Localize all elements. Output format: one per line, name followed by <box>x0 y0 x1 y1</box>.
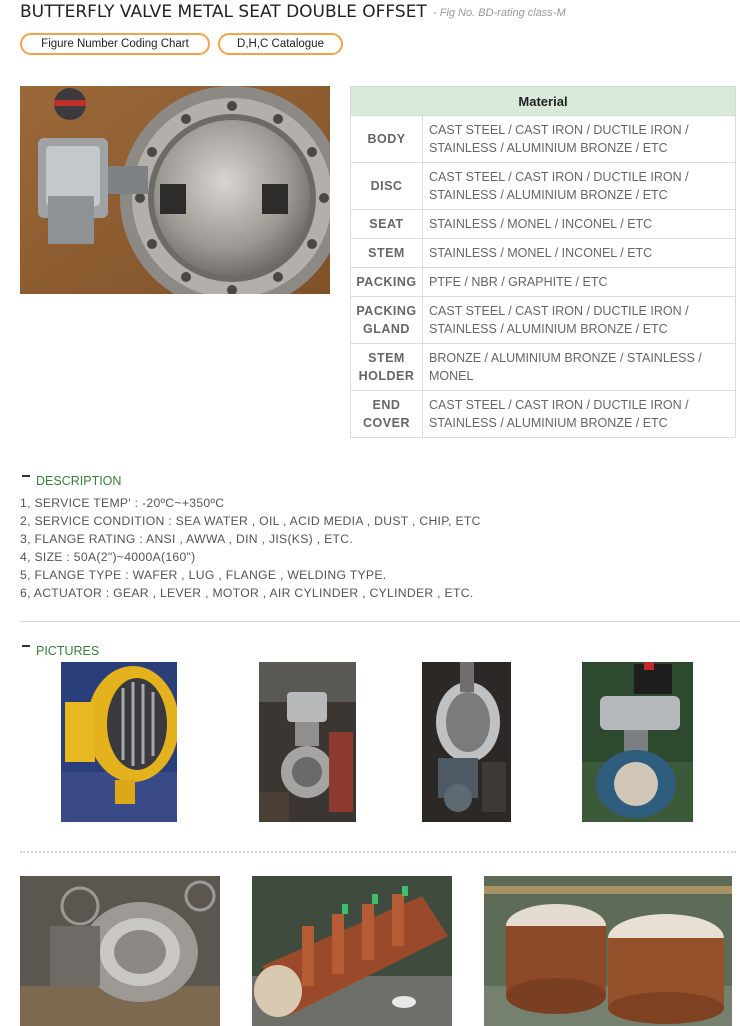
description-heading: DESCRIPTION <box>22 474 121 488</box>
material-key-disc: DISC <box>351 163 423 210</box>
picture-thumbnail-4[interactable] <box>582 662 693 822</box>
picture-thumbnail-3[interactable] <box>422 662 511 822</box>
catalogue-button[interactable]: D,H,C Catalogue <box>218 33 343 55</box>
heading-bullet-icon <box>22 475 30 477</box>
picture-thumbnail-7[interactable] <box>484 876 732 1026</box>
material-key-end-cover: END COVER <box>351 391 423 438</box>
material-key-packing-gland: PACKING GLAND <box>351 297 423 344</box>
material-table <box>350 86 736 438</box>
material-key-body: BODY <box>351 116 423 163</box>
material-value-packing: PTFE / NBR / GRAPHITE / ETC <box>423 268 736 297</box>
page-subtitle: - Fig No. BD-rating class-M <box>433 7 566 19</box>
pictures-divider <box>20 851 736 853</box>
section-divider <box>20 621 740 622</box>
main-product-photo <box>20 86 330 294</box>
material-key-stem: STEM <box>351 239 423 268</box>
material-value-packing-gland: CAST STEEL / CAST IRON / DUCTILE IRON / STAINLESS / ALUMINIUM BRONZE / ETC <box>423 297 736 344</box>
page-title: BUTTERFLY VALVE METAL SEAT DOUBLE OFFSET <box>20 2 427 22</box>
material-value-end-cover: CAST STEEL / CAST IRON / DUCTILE IRON / STAINLESS / ALUMINIUM BRONZE / ETC <box>423 391 736 438</box>
picture-thumbnail-1[interactable] <box>61 662 177 822</box>
description-line: 2, SERVICE CONDITION : SEA WATER , OIL , ACID MEDIA , DUST , CHIP, ETC <box>20 514 481 528</box>
picture-thumbnail-6[interactable] <box>252 876 452 1026</box>
figure-number-coding-chart-button[interactable]: Figure Number Coding Chart <box>20 33 210 55</box>
description-line: 1, SERVICE TEMP' : -20ºC~+350ºC <box>20 496 225 510</box>
description-line: 6, ACTUATOR : GEAR , LEVER , MOTOR , AIR CYLINDER , CYLINDER , ETC. <box>20 586 474 600</box>
description-line: 5, FLANGE TYPE : WAFER , LUG , FLANGE , WELDING TYPE. <box>20 568 387 582</box>
description-list <box>20 494 481 602</box>
material-value-disc: CAST STEEL / CAST IRON / DUCTILE IRON / STAINLESS / ALUMINIUM BRONZE / ETC <box>423 163 736 210</box>
pictures-heading: PICTURES <box>22 644 99 658</box>
material-value-stem-holder: BRONZE / ALUMINIUM BRONZE / STAINLESS / MONEL <box>423 344 736 391</box>
material-value-seat: STAINLESS / MONEL / INCONEL / ETC <box>423 210 736 239</box>
picture-thumbnail-2[interactable] <box>259 662 356 822</box>
description-line: 4, SIZE : 50A(2")~4000A(160") <box>20 550 196 564</box>
material-key-stem-holder: STEM HOLDER <box>351 344 423 391</box>
heading-bullet-icon <box>22 645 30 647</box>
material-key-seat: SEAT <box>351 210 423 239</box>
material-value-body: CAST STEEL / CAST IRON / DUCTILE IRON / STAINLESS / ALUMINIUM BRONZE / ETC <box>423 116 736 163</box>
description-line: 3, FLANGE RATING : ANSI , AWWA , DIN , JIS(KS) , ETC. <box>20 532 354 546</box>
picture-thumbnail-5[interactable] <box>20 876 220 1026</box>
material-table-header: Material <box>351 87 736 116</box>
material-key-packing: PACKING <box>351 268 423 297</box>
material-value-stem: STAINLESS / MONEL / INCONEL / ETC <box>423 239 736 268</box>
